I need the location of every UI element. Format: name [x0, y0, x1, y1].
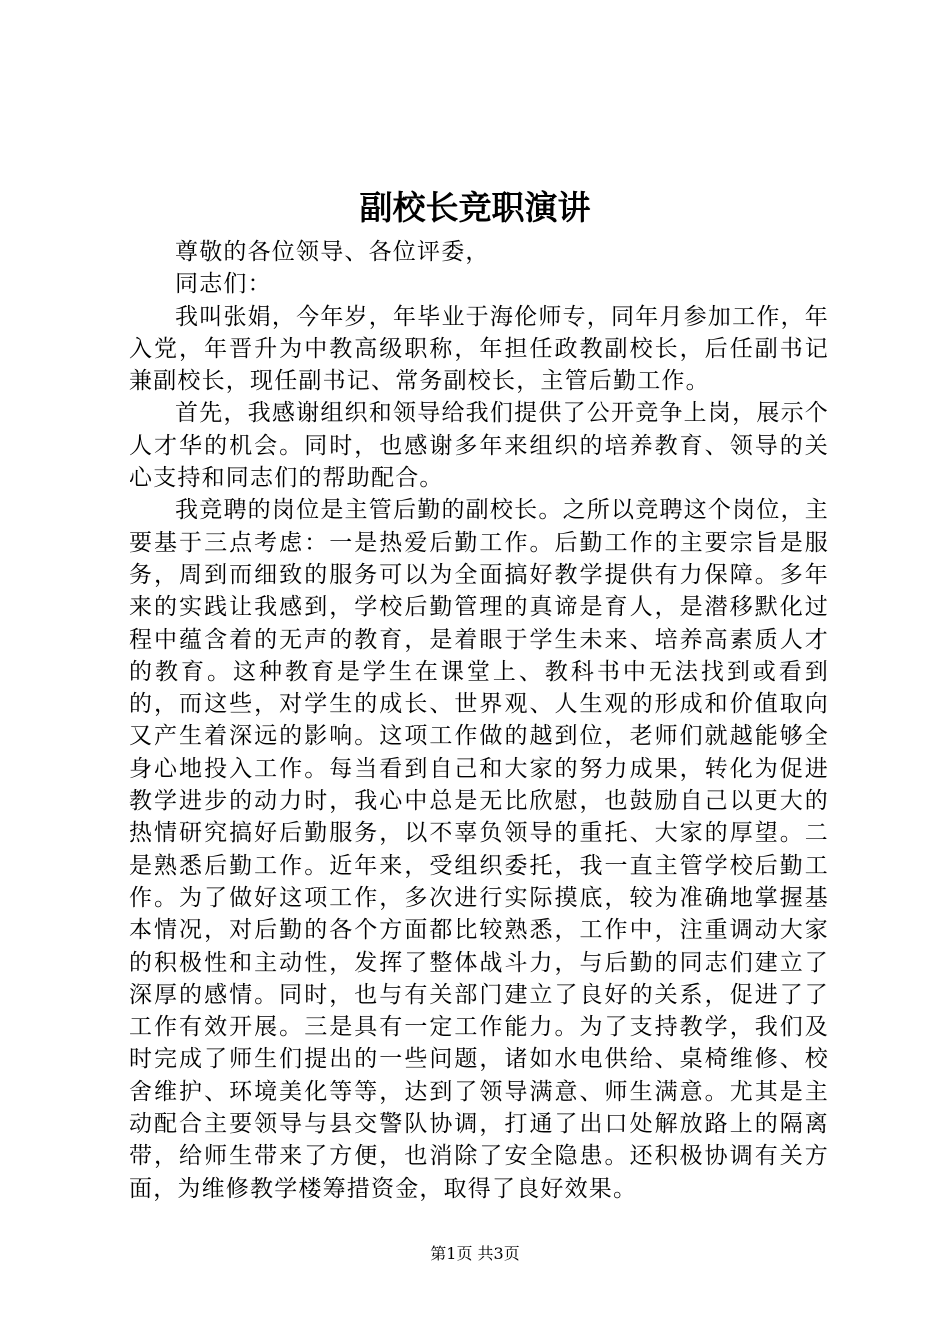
body-paragraph: 首先，我感谢组织和领导给我们提供了公开竞争上岗，展示个人才华的机会。同时，也感谢多年来组织的培养教育、领导的关心支持和同志们的帮助配合。	[129, 400, 829, 492]
body-paragraph: 我叫张娟，今年岁，年毕业于海伦师专，同年月参加工作，年入党，年晋升为中教高级职称，年担任政教副校长，后任副书记兼副校长，现任副书记、常务副校长，主管后勤工作。	[129, 303, 829, 395]
document-body	[129, 236, 829, 1205]
page-number-footer: 第1页 共3页	[430, 1244, 520, 1263]
salutation-line: 尊敬的各位领导、各位评委，	[175, 239, 490, 265]
body-paragraph: 我竞聘的岗位是主管后勤的副校长。之所以竞聘这个岗位，主要基于三点考虑：一是热爱后勤工作。后勤工作的主要宗旨是服务，周到而细致的服务可以为全面搞好教学提供有力保障。多年来的实践让我感到，学校后勤管理的真谛是育人，是潜移默化过程中蕴含着的无声的教育，是着眼于学生未来、培养高素质人才的教育。这种教育是学生在课堂上、教科书中无法找到或看到的，而这些，对学生的成长、世界观、人生观的形成和价值取向又产生着深远的影响。这项工作做的越到位，老师们就越能够全身心地投入工作。每当看到自己和大家的努力成果，转化为促进教学进步的动力时，我心中总是无比欣慰，也鼓励自己以更大的热情研究搞好后勤服务，以不辜负领导的重托、大家的厚望。二是熟悉后勤工作。近年来，受组织委托，我一直主管学校后勤工作。为了做好这项工作，多次进行实际摸底，较为准确地掌握基本情况，对后勤的各个方面都比较熟悉，工作中，注重调动大家的积极性和主动性，发挥了整体战斗力，与后勤的同志们建立了深厚的感情。同时，也与有关部门建立了良好的关系，促进了了工作有效开展。三是具有一定工作能力。为了支持教学，我们及时完成了师生们提出的一些问题，诸如水电供给、桌椅维修、校舍维护、环境美化等等，达到了领导满意、师生满意。尤其是主动配合主要领导与县交警队协调，打通了出口处解放路上的隔离带，给师生带来了方便，也消除了安全隐患。还积极协调有关方面，为维修教学楼筹措资金，取得了良好效果。	[129, 497, 829, 1202]
document-title: 副校长竞职演讲	[359, 188, 591, 227]
salutation-line: 同志们：	[175, 271, 272, 298]
